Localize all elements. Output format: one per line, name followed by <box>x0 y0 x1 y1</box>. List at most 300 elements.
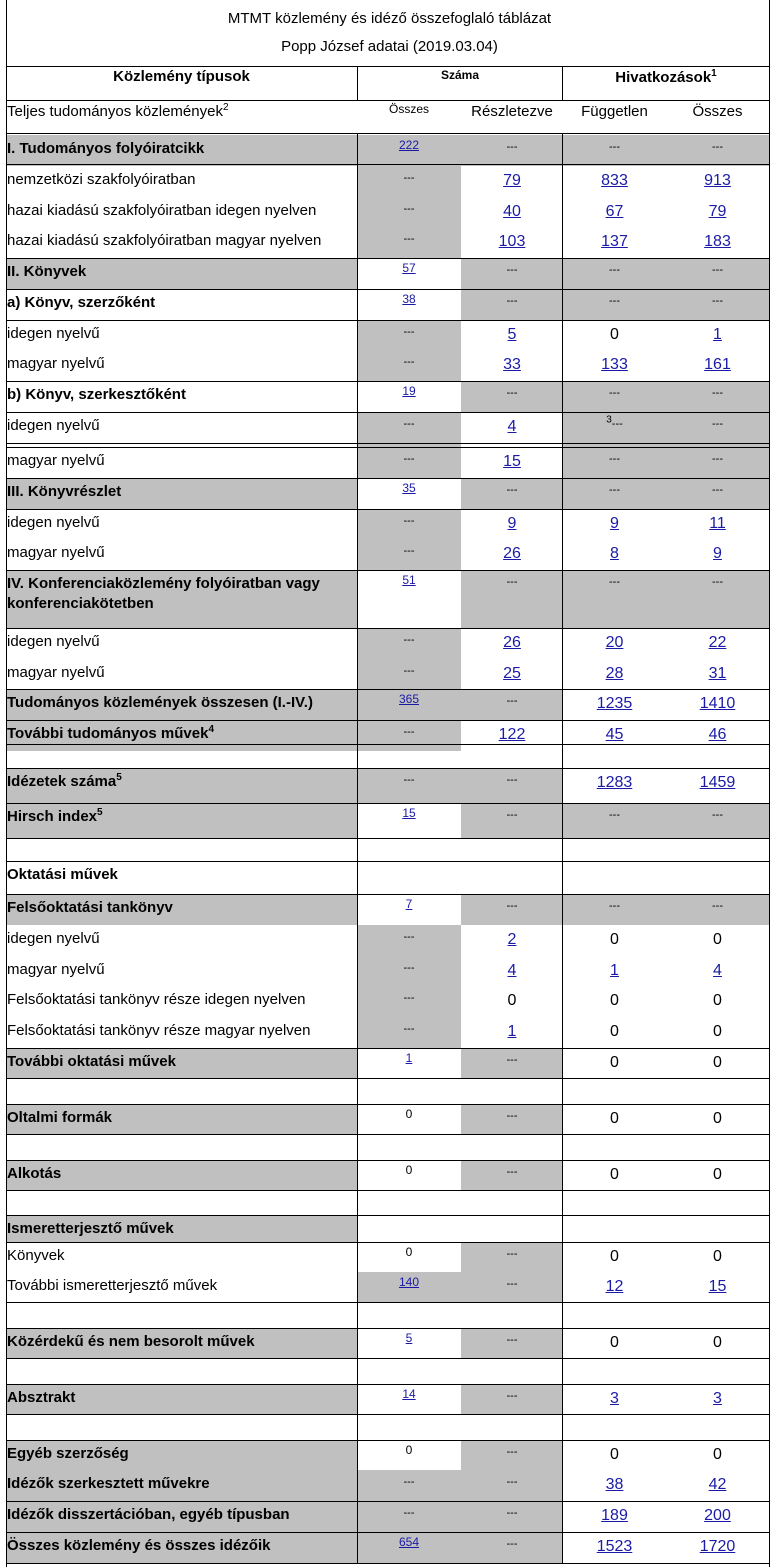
value-cell <box>666 1160 769 1191</box>
row-label: magyar nyelvű <box>7 664 105 681</box>
count-link[interactable]: 8 <box>610 545 619 562</box>
row-label: Egyéb szerzőség <box>7 1445 129 1462</box>
row-label-cell <box>6 478 357 509</box>
count-value: --- <box>506 295 518 307</box>
value-cell <box>461 1160 563 1191</box>
count-value: --- <box>403 634 415 646</box>
header-osszes: Összes <box>388 102 429 116</box>
value-cell <box>563 720 666 751</box>
value-cell <box>357 197 461 227</box>
value-cell <box>357 894 461 925</box>
table-row <box>6 1384 769 1415</box>
row-label: idegen nyelvű <box>7 325 100 342</box>
value-cell <box>666 1215 769 1242</box>
row-label: Közérdekű és nem besorolt művek <box>7 1333 255 1350</box>
count-link[interactable]: 222 <box>398 138 420 152</box>
count-link[interactable]: 4 <box>507 418 517 435</box>
count-value: --- <box>506 1446 518 1458</box>
table-row <box>6 1501 769 1532</box>
count-link[interactable]: 26 <box>503 545 521 562</box>
count-value: --- <box>712 809 723 821</box>
count-link[interactable]: 79 <box>708 203 727 220</box>
value-cell <box>461 350 563 381</box>
count-value: --- <box>712 576 723 588</box>
value-cell <box>666 381 769 412</box>
header-teljes: Teljes tudományos közlemények$^2$ <box>7 102 229 120</box>
value-cell <box>357 509 461 539</box>
count-link[interactable]: 140 <box>398 1275 420 1289</box>
count-value: --- <box>403 326 415 338</box>
value-cell <box>563 570 666 628</box>
value-cell <box>666 320 769 350</box>
table-row <box>6 570 769 628</box>
count-value: --- <box>609 141 620 153</box>
count-link[interactable]: 1459 <box>699 774 736 791</box>
value-cell <box>357 1017 461 1048</box>
count-value: --- <box>506 1110 518 1122</box>
value-cell <box>563 539 666 570</box>
row-label: További tudományos művek$^4$ <box>7 724 214 742</box>
value-cell <box>666 1242 769 1272</box>
row-label-cell <box>6 689 357 720</box>
row-label-cell <box>6 861 357 894</box>
row-label: magyar nyelvű <box>7 544 105 561</box>
row-label: Ismeretterjesztő művek <box>7 1220 174 1237</box>
table-row <box>6 1328 769 1359</box>
row-label: IV. Konferenciaközlemény folyóiratban vagy konferenciakötetben <box>7 575 320 612</box>
value-cell <box>563 689 666 720</box>
value-cell <box>563 135 666 166</box>
value-cell <box>357 166 461 197</box>
count-link[interactable]: 3 <box>610 1390 619 1407</box>
value-cell <box>461 509 563 539</box>
count-link[interactable]: 15 <box>402 806 416 820</box>
value-cell <box>357 350 461 381</box>
table-row <box>6 1470 769 1501</box>
count-link[interactable]: 161 <box>704 356 731 373</box>
count-link[interactable]: 4 <box>507 962 517 979</box>
row-label: magyar nyelvű <box>7 355 105 372</box>
value-cell <box>666 956 769 986</box>
count-value: --- <box>403 1476 415 1488</box>
row-label-cell <box>6 628 357 659</box>
row-label: nemzetközi szakfolyóiratban <box>7 171 196 188</box>
count-link[interactable]: 9 <box>610 515 619 532</box>
row-label-cell <box>6 1501 357 1532</box>
table-row <box>6 509 769 539</box>
value-cell <box>461 659 563 689</box>
row-label: hazai kiadású szakfolyóiratban magyar nyelven <box>7 232 322 249</box>
value-cell <box>666 1384 769 1415</box>
value-cell <box>563 1272 666 1303</box>
row-label: hazai kiadású szakfolyóiratban idegen nyelven <box>7 202 317 219</box>
value-cell <box>461 381 563 412</box>
table-row <box>6 768 769 803</box>
value-cell <box>461 925 563 956</box>
value-cell <box>357 539 461 570</box>
count-value: --- <box>403 233 415 245</box>
count-link[interactable]: 31 <box>708 665 727 682</box>
count-link[interactable]: 7 <box>405 897 413 911</box>
row-label: További ismeretterjesztő művek <box>7 1277 218 1294</box>
count-value: --- <box>712 484 723 496</box>
count-value: --- <box>712 418 723 430</box>
row-label: Összes közlemény és összes idézőik <box>7 1537 271 1554</box>
value-cell <box>563 320 666 350</box>
table-row <box>6 1242 769 1272</box>
row-label-cell <box>6 320 357 350</box>
row-label-cell <box>6 509 357 539</box>
count-value: --- <box>506 809 518 821</box>
count-value: --- <box>506 1390 518 1402</box>
count-link[interactable]: 33 <box>503 356 521 373</box>
count-link[interactable]: 46 <box>708 726 727 743</box>
count-link[interactable]: 183 <box>704 233 731 250</box>
count-link[interactable]: 1283 <box>596 774 633 791</box>
value-cell <box>666 803 769 839</box>
value-cell <box>666 1017 769 1048</box>
count-value: --- <box>403 203 415 215</box>
value-cell <box>357 1048 461 1079</box>
value-cell <box>666 768 769 803</box>
count-link[interactable]: 913 <box>704 172 731 189</box>
count-link[interactable]: 5 <box>405 1331 413 1345</box>
count-link[interactable]: 26 <box>503 634 521 651</box>
value-cell <box>357 986 461 1017</box>
value-cell <box>666 1470 769 1501</box>
count-value: --- <box>609 387 620 399</box>
row-label-cell <box>6 1384 357 1415</box>
value-cell <box>563 628 666 659</box>
count-value: 0 <box>610 1334 619 1351</box>
value-cell <box>666 539 769 570</box>
row-label: Felsőoktatási tankönyv része idegen nyelven <box>7 991 306 1008</box>
count-link[interactable]: 51 <box>402 573 416 587</box>
value-cell <box>666 659 769 689</box>
row-label-cell <box>6 258 357 289</box>
value-cell <box>563 227 666 258</box>
count-value: 0 <box>713 1446 722 1463</box>
row-label: További oktatási művek <box>7 1053 176 1070</box>
table-row <box>6 720 769 751</box>
count-value: 0 <box>610 931 619 948</box>
count-link[interactable]: 25 <box>503 665 521 682</box>
count-value: --- <box>403 545 415 557</box>
value-cell <box>461 768 563 803</box>
count-value: --- <box>609 900 620 912</box>
row-label-cell <box>6 659 357 689</box>
value-cell <box>563 1501 666 1532</box>
value-cell <box>563 956 666 986</box>
count-value: 0 <box>713 1023 722 1040</box>
row-label-cell <box>6 1328 357 1359</box>
value-cell <box>563 258 666 289</box>
count-link[interactable]: 1720 <box>699 1538 736 1555</box>
count-link[interactable]: 1 <box>713 326 722 343</box>
row-label: Idézők szerkesztett művekre <box>7 1475 210 1492</box>
value-cell <box>563 1384 666 1415</box>
row-label: b) Könyv, szerkesztőként <box>7 386 186 403</box>
value-cell <box>461 320 563 350</box>
value-cell <box>357 1272 461 1303</box>
row-label-cell <box>6 197 357 227</box>
value-cell <box>461 720 563 751</box>
row-label-cell <box>6 1048 357 1079</box>
count-value: --- <box>506 264 518 276</box>
value-cell <box>563 1048 666 1079</box>
count-link[interactable]: 189 <box>601 1507 628 1524</box>
count-value: 0 <box>610 1023 619 1040</box>
value-cell <box>563 350 666 381</box>
value-cell <box>461 135 563 166</box>
count-link[interactable]: 1523 <box>596 1538 633 1555</box>
count-link[interactable]: 833 <box>601 172 628 189</box>
count-value: 0 <box>610 1248 619 1265</box>
table-row <box>6 381 769 412</box>
count-link[interactable]: 67 <box>605 203 624 220</box>
value-cell <box>666 894 769 925</box>
value-cell <box>461 570 563 628</box>
count-link[interactable]: 1 <box>507 1023 517 1040</box>
count-link[interactable]: 57 <box>402 261 416 275</box>
row-label-cell <box>6 289 357 320</box>
table-row <box>6 135 769 166</box>
count-value: --- <box>506 900 518 912</box>
table-row <box>6 539 769 570</box>
table-row <box>6 925 769 956</box>
count-link[interactable]: 4 <box>713 962 722 979</box>
count-link[interactable]: 79 <box>503 172 521 189</box>
value-cell <box>357 447 461 478</box>
value-cell <box>563 1532 666 1563</box>
count-value: --- <box>403 726 415 738</box>
value-cell <box>461 1017 563 1048</box>
count-value: --- <box>609 453 620 465</box>
count-link[interactable]: 122 <box>498 726 526 743</box>
value-cell <box>666 1532 769 1563</box>
count-link[interactable]: 38 <box>402 292 416 306</box>
count-link[interactable]: 14 <box>402 1387 416 1401</box>
count-link[interactable]: 654 <box>398 1535 420 1549</box>
value-cell <box>666 478 769 509</box>
count-link[interactable]: 200 <box>704 1507 731 1524</box>
row-label: Alkotás <box>7 1165 62 1182</box>
value-cell <box>357 381 461 412</box>
row-label: Oltalmi formák <box>7 1109 113 1126</box>
value-cell <box>357 689 461 720</box>
table-row <box>6 1048 769 1079</box>
count-value: --- <box>403 515 415 527</box>
value-cell <box>666 412 769 447</box>
value-cell <box>666 289 769 320</box>
value-cell <box>357 227 461 258</box>
row-label: magyar nyelvű <box>7 961 105 978</box>
count-value: 0 <box>713 1248 722 1265</box>
value-cell <box>563 509 666 539</box>
value-cell <box>666 689 769 720</box>
value-cell <box>563 1242 666 1272</box>
value-cell <box>563 1328 666 1359</box>
count-link[interactable]: 365 <box>398 692 420 706</box>
count-link[interactable]: 42 <box>708 1476 727 1493</box>
value-cell <box>357 478 461 509</box>
count-value: --- <box>506 774 518 786</box>
count-value: 0 <box>713 1334 722 1351</box>
value-cell <box>461 289 563 320</box>
value-cell <box>563 412 666 447</box>
count-link[interactable]: 45 <box>605 726 624 743</box>
row-label: idegen nyelvű <box>7 930 100 947</box>
count-link[interactable]: 15 <box>708 1278 727 1295</box>
value-cell <box>563 447 666 478</box>
value-cell <box>666 570 769 628</box>
value-cell <box>666 1048 769 1079</box>
value-cell <box>563 986 666 1017</box>
value-cell <box>666 720 769 751</box>
value-cell <box>357 803 461 839</box>
value-cell <box>461 861 563 894</box>
value-cell <box>461 412 563 447</box>
count-value: 0 <box>713 992 722 1009</box>
row-label: idegen nyelvű <box>7 514 100 531</box>
row-label-cell <box>6 1470 357 1501</box>
count-link[interactable]: 1235 <box>596 695 633 712</box>
value-cell <box>357 1440 461 1470</box>
header-osszes-hiv: Összes <box>692 103 743 120</box>
value-cell <box>563 1160 666 1191</box>
count-link[interactable]: 5 <box>507 326 517 343</box>
count-value: --- <box>712 264 723 276</box>
count-value: 0 <box>405 1443 413 1457</box>
count-link[interactable]: 35 <box>402 481 416 495</box>
count-link[interactable]: 133 <box>601 356 628 373</box>
count-link[interactable]: 137 <box>601 233 628 250</box>
count-value: --- <box>506 484 518 496</box>
value-cell <box>461 197 563 227</box>
row-label-cell <box>6 227 357 258</box>
table-row <box>6 861 769 894</box>
count-link[interactable]: 38 <box>605 1476 624 1493</box>
row-label: I. Tudományos folyóiratcikk <box>7 140 205 157</box>
table-row <box>6 628 769 659</box>
table-row <box>6 227 769 258</box>
row-label: Könyvek <box>7 1247 65 1264</box>
count-value: --- <box>403 172 415 184</box>
table-row <box>6 350 769 381</box>
value-cell <box>461 956 563 986</box>
value-cell <box>563 925 666 956</box>
row-label: Felsőoktatási tankönyv része magyar nyelven <box>7 1022 311 1039</box>
count-link[interactable]: 1410 <box>699 695 736 712</box>
value-cell <box>461 258 563 289</box>
table-row <box>6 1440 769 1470</box>
header-reszletezve: Részletezve <box>471 103 553 120</box>
value-cell <box>357 135 461 166</box>
value-cell <box>666 166 769 197</box>
count-value: 0 <box>713 1166 722 1183</box>
row-label-cell <box>6 894 357 925</box>
value-cell <box>357 1215 461 1242</box>
row-label-cell <box>6 570 357 628</box>
row-label: Idézetek száma$^5$ <box>7 772 122 790</box>
row-label-cell <box>6 720 357 751</box>
count-value: --- <box>403 1507 415 1519</box>
table-row <box>6 320 769 350</box>
table-row <box>6 894 769 925</box>
value-cell <box>461 1532 563 1563</box>
table-row <box>6 956 769 986</box>
value-cell <box>461 689 563 720</box>
count-link[interactable]: 15 <box>503 453 521 470</box>
count-link[interactable]: 103 <box>498 233 526 250</box>
count-value: 0 <box>405 1245 413 1259</box>
count-link[interactable]: 11 <box>709 515 726 532</box>
value-cell <box>666 925 769 956</box>
count-link[interactable]: 40 <box>503 203 521 220</box>
row-label-cell <box>6 925 357 956</box>
count-value: --- <box>609 484 620 496</box>
value-cell <box>563 768 666 803</box>
count-link[interactable]: 9 <box>713 545 722 562</box>
count-link[interactable]: 12 <box>605 1278 624 1295</box>
value-cell <box>666 258 769 289</box>
row-label-cell <box>6 956 357 986</box>
value-cell <box>357 570 461 628</box>
row-label: magyar nyelvű <box>7 452 105 469</box>
row-label-cell <box>6 1017 357 1048</box>
value-cell <box>357 1242 461 1272</box>
table-row <box>6 166 769 197</box>
value-cell <box>563 894 666 925</box>
count-link[interactable]: 28 <box>605 665 624 682</box>
count-value: 0 <box>507 992 517 1009</box>
count-link[interactable]: 22 <box>708 634 727 651</box>
count-value: --- <box>506 1334 518 1346</box>
value-cell <box>461 1272 563 1303</box>
count-link[interactable]: 20 <box>605 634 624 651</box>
value-cell <box>461 986 563 1017</box>
count-value: --- <box>506 1248 518 1260</box>
count-link[interactable]: 9 <box>507 515 517 532</box>
count-value: 0 <box>405 1107 413 1121</box>
header-szama: Száma <box>440 68 480 82</box>
count-link[interactable]: 19 <box>402 384 416 398</box>
row-label-cell <box>6 350 357 381</box>
count-value: --- <box>403 774 415 786</box>
value-cell <box>461 447 563 478</box>
count-value: --- <box>506 695 518 707</box>
value-cell <box>357 925 461 956</box>
value-cell <box>666 509 769 539</box>
count-value: --- <box>506 1054 518 1066</box>
count-value: 0 <box>610 1446 619 1463</box>
value-cell <box>357 1470 461 1501</box>
table-row <box>6 412 769 447</box>
value-cell <box>461 166 563 197</box>
value-cell <box>666 1440 769 1470</box>
count-link[interactable]: 1 <box>610 962 619 979</box>
count-value: 0 <box>405 1163 413 1177</box>
count-value: --- <box>506 1476 518 1488</box>
header-types: Közlemény típusok <box>113 68 250 85</box>
count-link[interactable]: 1 <box>405 1051 413 1065</box>
row-label-cell <box>6 986 357 1017</box>
count-link[interactable]: 3 <box>713 1390 722 1407</box>
row-label: II. Könyvek <box>7 263 87 280</box>
value-cell <box>666 197 769 227</box>
count-link[interactable]: 2 <box>507 931 517 948</box>
value-cell <box>461 803 563 839</box>
